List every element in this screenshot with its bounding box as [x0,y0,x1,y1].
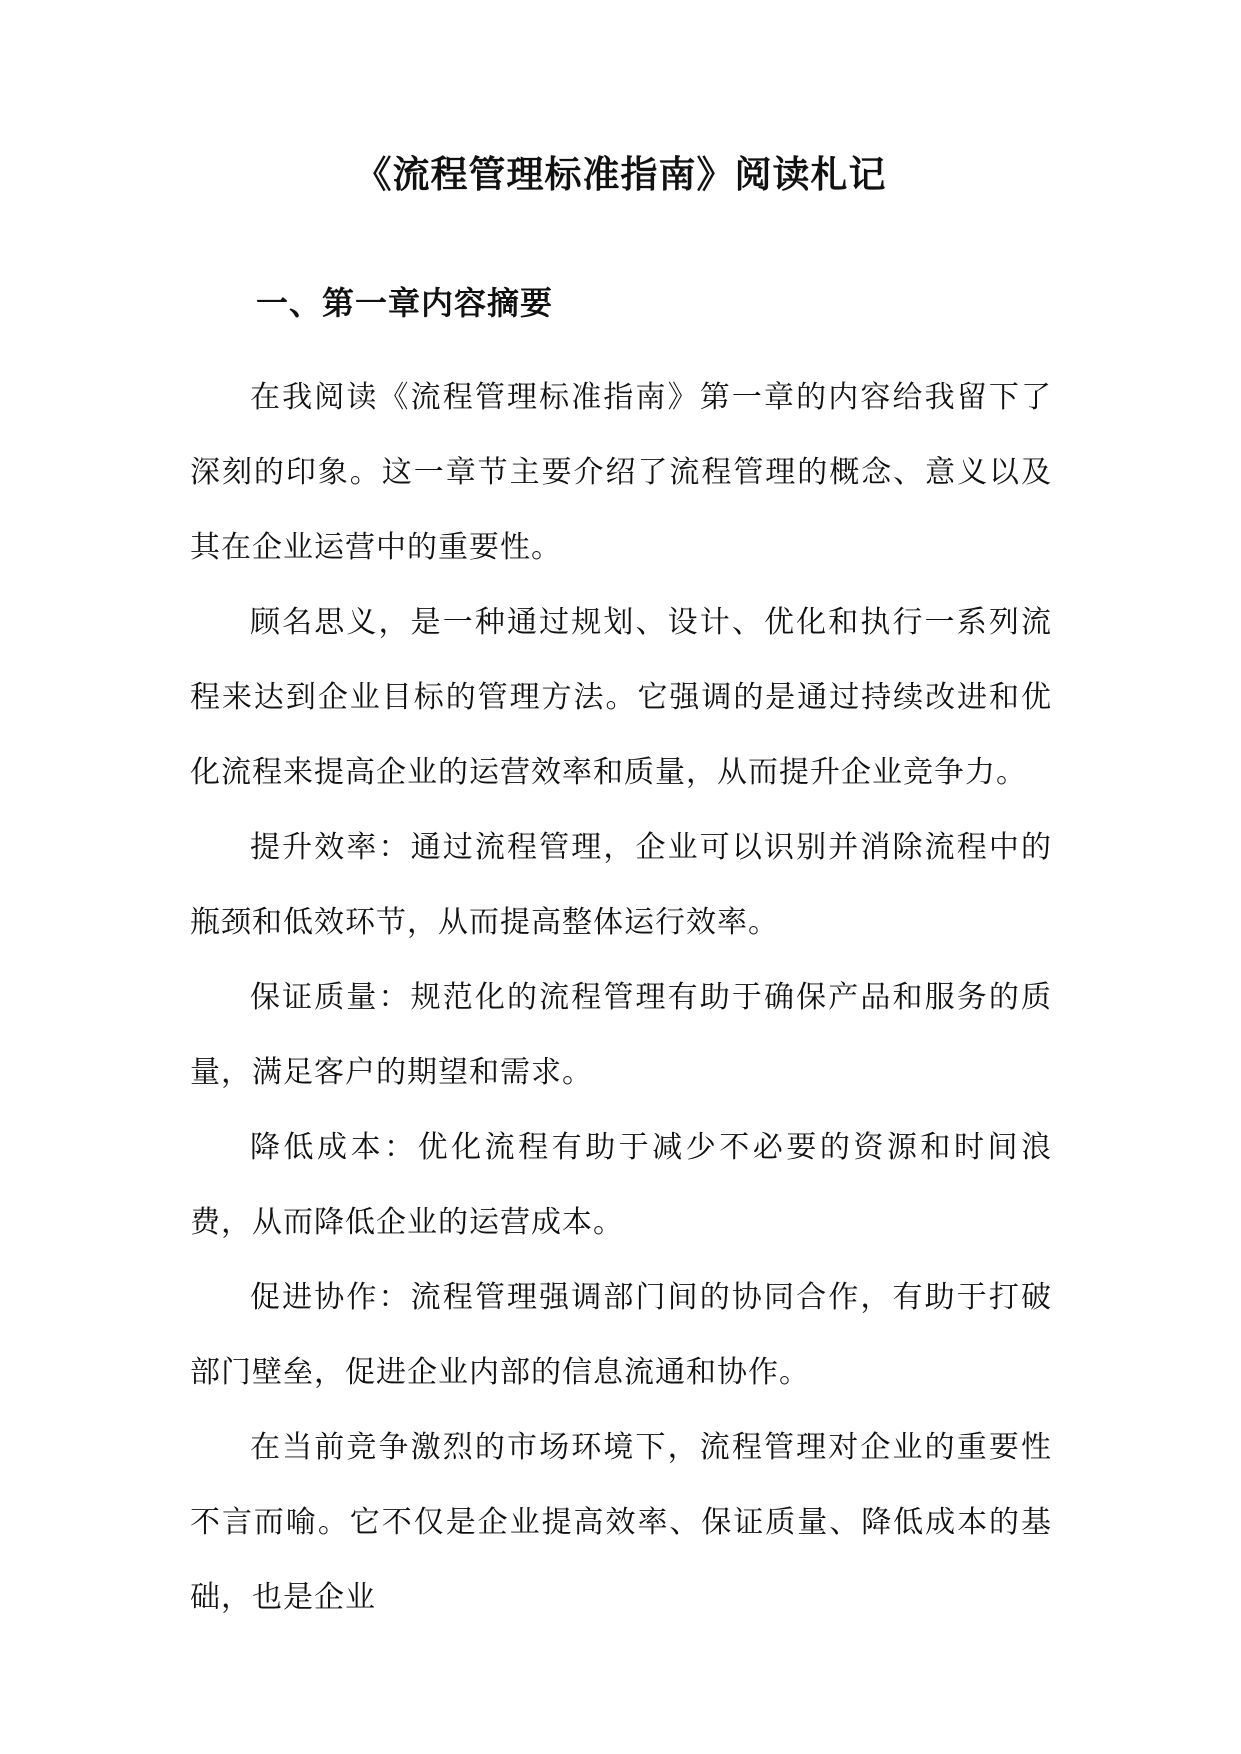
paragraph: 提升效率：通过流程管理，企业可以识别并消除流程中的瓶颈和低效环节，从而提高整体运行效率。 [190,830,1052,940]
document-title: 《流程管理标准指南》阅读札记 [354,152,887,196]
section-heading: 一、第一章内容摘要 [256,284,554,322]
paragraph: 在当前竞争激烈的市场环境下，流程管理对企业的重要性不言而喻。它不仅是企业提高效率、保证质量、降低成本的基础，也是企业 [190,1430,1052,1615]
body-text [190,360,1052,1635]
paragraph: 在我阅读《流程管理标准指南》第一章的内容给我留下了深刻的印象。这一章节主要介绍了流程管理的概念、意义以及其在企业运营中的重要性。 [190,380,1052,565]
paragraph: 促进协作：流程管理强调部门间的协同合作，有助于打破部门壁垒，促进企业内部的信息流通和协作。 [190,1280,1052,1390]
paragraph: 顾名思义，是一种通过规划、设计、优化和执行一系列流程来达到企业目标的管理方法。它强调的是通过持续改进和优化流程来提高企业的运营效率和质量，从而提升企业竞争力。 [190,605,1052,790]
paragraph: 保证质量：规范化的流程管理有助于确保产品和服务的质量，满足客户的期望和需求。 [190,980,1052,1090]
paragraph: 降低成本：优化流程有助于减少不必要的资源和时间浪费，从而降低企业的运营成本。 [190,1130,1052,1240]
